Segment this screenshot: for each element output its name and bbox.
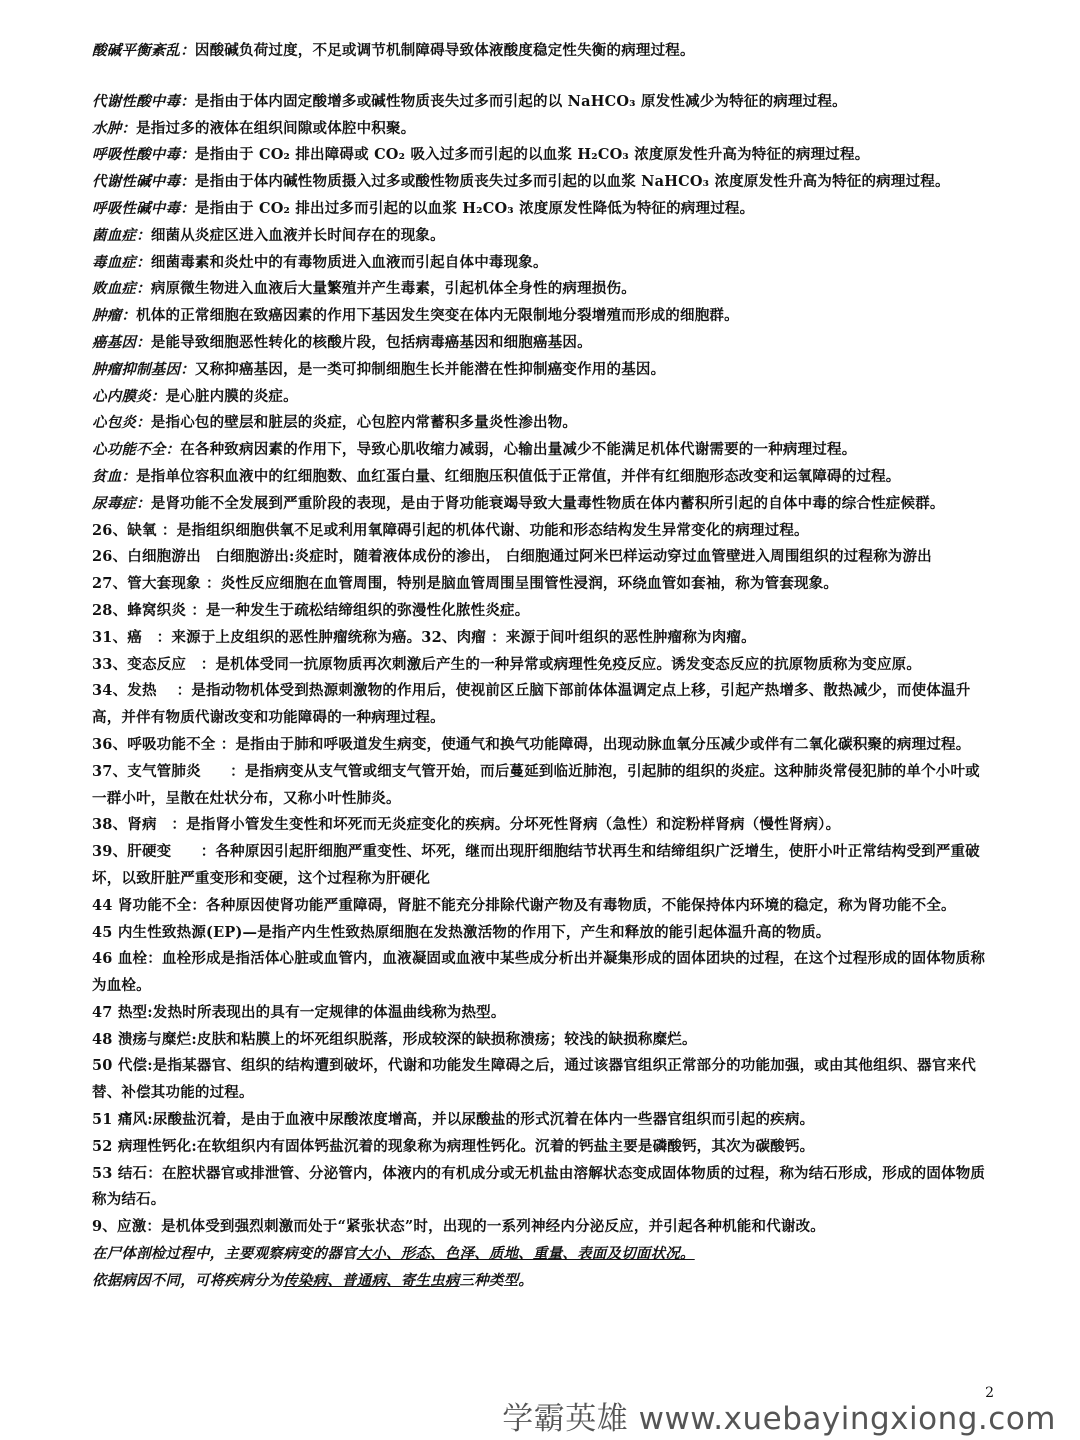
definition-paragraph <box>92 1161 992 1215</box>
definition-paragraph <box>92 732 992 759</box>
definition: 因酸碱负荷过度，不足或调节机制障碍导致体液酸度稳定性失衡的病理过程。 <box>194 42 695 59</box>
term: 26、缺氧 ： <box>92 521 177 539</box>
definition: 病原微生物进入血液后大量繁殖并产生毒素，引起机体全身性的病理损伤。 <box>150 280 636 298</box>
term: 心内膜炎： <box>92 387 166 405</box>
definition-paragraph <box>92 384 992 411</box>
definition: 是指由于体内碱性物质摄入过多或酸性物质丧失过多而引起的以血浆 NaHCO₃ 浓度原发性升高为特征的病理过程。 <box>194 173 950 191</box>
definition-paragraph <box>92 598 992 625</box>
definition-paragraph <box>92 89 992 116</box>
term: 37、支气管肺炎 ： <box>92 762 245 780</box>
autopsy-underlined: 大小、形态、色泽、质地、重量、表面及切面状况。 <box>356 1245 695 1263</box>
definition-paragraph <box>92 1134 992 1161</box>
definition: 是肾功能不全发展到严重阶段的表现，是由于肾功能衰竭导致大量毒性物质在体内蓄积所引起的自体中毒的综合性症候群。 <box>150 494 945 512</box>
classification-lead: 依据病因不同，可将疾病分为 <box>92 1271 284 1289</box>
document-body <box>92 38 992 1295</box>
term: 癌基因： <box>92 333 151 351</box>
definition-paragraph <box>92 169 992 196</box>
definition-paragraph <box>92 518 992 545</box>
definition: 在软组织内有固体钙盐沉着的现象称为病理性钙化。沉着的钙盐主要是磷酸钙，其次为碳酸钙。 <box>196 1137 815 1155</box>
definition-paragraph <box>92 1027 992 1054</box>
definition-paragraph <box>92 223 992 250</box>
definition: 尿酸盐沉着，是由于血液中尿酸浓度增高，并以尿酸盐的形式沉着在体内一些器官组织而引起的疾病。 <box>152 1111 815 1129</box>
term: 心功能不全： <box>92 441 181 459</box>
term: 33、变态反应 ： <box>92 655 216 673</box>
definition: 是心脏内膜的炎症。 <box>165 387 298 405</box>
definition: 细菌毒素和炎灶中的有毒物质进入血液而引起自体中毒现象。 <box>150 253 548 271</box>
definition: 是指动物机体受到热源刺激物的作用后，使视前区丘脑下部前体体温调定点上移，引起产热增多、散热减少，而使体温升高，并伴有物质代谢改变和功能障碍的一种病理过程。 <box>92 682 971 727</box>
definition: 白细胞游出:炎症时，随着液体成份的渗出， 白细胞通过阿米巴样运动穿过血管壁进入周围组织的过程称为游出 <box>215 548 932 566</box>
definition-paragraph <box>92 625 992 652</box>
definition: 是指肾小管发生变性和坏死而无炎症变化的疾病。分坏死性肾病（急性）和淀粉样肾病（慢性肾病）。 <box>186 816 841 834</box>
autopsy-note <box>92 1241 992 1268</box>
definition: 在各种致病因素的作用下，导致心肌收缩力减弱，心输出量减少不能满足机体代谢需要的一种病理过程。 <box>180 441 857 459</box>
term: 53 结石： <box>92 1164 162 1182</box>
term: 50 代偿: <box>92 1057 153 1075</box>
term: 呼吸性碱中毒： <box>92 199 195 217</box>
term: 尿毒症： <box>92 494 151 512</box>
term: 酸碱平衡紊乱： <box>92 42 195 59</box>
definition: 是指某器官、组织的结构遭到破坏，代谢和功能发生障碍之后，通过该器官组织正常部分的功能加强，或由其他组织、器官来代替、补偿其功能的过程。 <box>92 1057 976 1102</box>
definition-paragraph <box>92 116 992 143</box>
definition-paragraph <box>92 330 992 357</box>
term: 34、发热 ： <box>92 682 192 700</box>
definition-paragraph <box>92 276 992 303</box>
term: 31、癌 ： <box>92 628 172 646</box>
definition: 细菌从炎症区进入血液并长时间存在的现象。 <box>150 226 445 244</box>
term: 28、蜂窝织炎 ： <box>92 601 207 619</box>
definition: 是指心包的壁层和脏层的炎症，心包腔内常蓄积多量炎性渗出物。 <box>150 414 578 432</box>
classification-underlined: 传染病、普通病、寄生虫病 <box>283 1271 460 1289</box>
term: 48 溃疡与糜烂: <box>92 1030 197 1048</box>
definition-paragraph <box>92 250 992 277</box>
definition: 炎性反应细胞在血管周围，特别是脑血管周围呈围管性浸润，环绕血管如套袖，称为管套现象。 <box>220 575 839 593</box>
definition-paragraph <box>92 38 992 65</box>
definition-paragraph <box>92 1000 992 1027</box>
term: 38、肾病 ： <box>92 816 187 834</box>
definition: 是指产内生性致热原细胞在发热激活物的作用下，产生和释放的能引起体温升高的物质。 <box>257 923 831 941</box>
definition-paragraph <box>92 196 992 223</box>
term: 27、管大套现象 ： <box>92 575 221 593</box>
definition: 皮肤和粘膜上的坏死组织脱落，形成较深的缺损称溃疡；较浅的缺损称糜烂。 <box>196 1030 697 1048</box>
term: 47 热型: <box>92 1003 153 1021</box>
classification-note <box>92 1268 992 1295</box>
term: 菌血症： <box>92 226 151 244</box>
term: 36、呼吸功能不全 ： <box>92 735 236 753</box>
definition-paragraph <box>92 1107 992 1134</box>
definition: 是指单位容积血液中的红细胞数、血红蛋白量、红细胞压积值低于正常值，并伴有红细胞形态改变和运氧障碍的过程。 <box>136 467 901 485</box>
definition: 是能导致细胞恶性转化的核酸片段，包括病毒癌基因和细胞癌基因。 <box>150 333 592 351</box>
definition: 是指由于 CO₂ 排出障碍或 CO₂ 吸入过多而引起的以血浆 H₂CO₃ 浓度原发性升高为特征的病理过程。 <box>194 146 870 164</box>
term: 肿瘤抑制基因： <box>92 360 195 378</box>
definition-paragraph <box>92 1053 992 1107</box>
definition: 是指由于体内固定酸增多或碱性物质丧失过多而引起的以 NaHCO₃ 原发性减少为特征的病理过程。 <box>194 92 847 110</box>
definition: 是机体受到强烈刺激而处于“紧张状态”时，出现的一系列神经内分泌反应，并引起各种机能和代谢改。 <box>161 1218 825 1236</box>
definition: 各种原因使肾功能严重障碍，肾脏不能充分排除代谢产物及有毒物质，不能保持体内环境的稳定，称为肾功能不全。 <box>206 896 956 914</box>
watermark: 学霸英雄 www.xuebayingxiong.com <box>502 1401 1056 1437</box>
definition: 发热时所表现出的具有一定规律的体温曲线称为热型。 <box>152 1003 506 1021</box>
term: 心包炎： <box>92 414 151 432</box>
term: 9、应激： <box>92 1218 162 1236</box>
classification-tail: 三种类型。 <box>459 1271 534 1289</box>
definition-paragraph <box>92 946 992 1000</box>
term: 45 内生性致热源(EP)— <box>92 923 258 941</box>
definition: 是指组织细胞供氧不足或利用氧障碍引起的机体代谢、功能和形态结构发生异常变化的病理过程。 <box>176 521 809 539</box>
definition: 来源于上皮组织的恶性肿瘤统称为癌。32、肉瘤 ：来源于间叶组织的恶性肿瘤称为肉瘤。 <box>171 628 756 646</box>
term: 46 血栓： <box>92 950 162 968</box>
term: 呼吸性酸中毒： <box>92 146 195 164</box>
term: 39、肝硬变 ： <box>92 843 216 861</box>
term: 贫血： <box>92 467 137 485</box>
definition-paragraph <box>92 839 992 893</box>
term: 代谢性碱中毒： <box>92 173 195 191</box>
term: 44 肾功能不全： <box>92 896 207 914</box>
definition-paragraph <box>92 410 992 437</box>
definition: 是机体受同一抗原物质再次刺激后产生的一种异常或病理性免疫反应。诱发变态反应的抗原物质称为变应原。 <box>215 655 922 673</box>
term: 毒血症： <box>92 253 151 271</box>
definition-paragraph <box>92 464 992 491</box>
definition-paragraph <box>92 759 992 813</box>
definition-paragraph <box>92 142 992 169</box>
definition: 血栓形成是指活体心脏或血管内，血液凝固或血液中某些成分析出并凝集形成的固体团块的过程，在这个过程形成的固体物质称为血栓。 <box>92 950 986 995</box>
definition: 各种原因引起肝细胞严重变性、坏死，继而出现肝细胞结节状再生和结缔组织广泛增生，使肝小叶正常结构受到严重破坏，以致肝脏严重变形和变硬，这个过程称为肝硬化 <box>92 843 980 887</box>
term: 52 病理性钙化: <box>92 1137 197 1155</box>
definition-paragraph <box>92 678 992 732</box>
definition: 是指由于肺和呼吸道发生病变，使通气和换气功能障碍，出现动脉血氧分压减少或伴有二氧化碳积聚的病理过程。 <box>235 735 971 753</box>
definition: 机体的正常细胞在致癌因素的作用下基因发生突变在体内无限制地分裂增殖而形成的细胞群。 <box>136 307 739 325</box>
definition-paragraph <box>92 920 992 947</box>
term: 51 痛风: <box>92 1111 153 1129</box>
definition-paragraph <box>92 303 992 330</box>
definition: 在腔状器官或排泄管、分泌管内，体液内的有机成分或无机盐由溶解状态变成固体物质的过程，称为结石形成，形成的固体物质称为结石。 <box>92 1164 986 1209</box>
definition-paragraph <box>92 1214 992 1241</box>
definition-paragraph <box>92 544 992 571</box>
definition-paragraph <box>92 437 992 464</box>
term: 26、白细胞游出 <box>92 548 216 566</box>
definition-paragraph <box>92 893 992 920</box>
definition-paragraph <box>92 357 992 384</box>
autopsy-lead: 在尸体剖检过程中，主要观察病变的器官 <box>92 1245 357 1263</box>
definition: 是指病变从支气管或细支气管开始，而后蔓延到临近肺泡，引起肺的组织的炎症。这种肺炎常侵犯肺的单个小叶或一群小叶，呈散在灶状分布，又称小叶性肺炎。 <box>92 762 980 807</box>
definition: 是指过多的液体在组织间隙或体腔中积聚。 <box>136 119 416 137</box>
definition: 是一种发生于疏松结缔组织的弥漫性化脓性炎症。 <box>206 601 530 619</box>
definition: 是指由于 CO₂ 排出过多而引起的以血浆 H₂CO₃ 浓度原发性降低为特征的病理过程。 <box>194 199 755 217</box>
definition-paragraph <box>92 571 992 598</box>
term: 代谢性酸中毒： <box>92 92 195 110</box>
term: 肿瘤： <box>92 307 137 325</box>
definition: 又称抑癌基因，是一类可抑制细胞生长并能潜在性抑制癌变作用的基因。 <box>194 360 666 378</box>
definition-paragraph <box>92 812 992 839</box>
definition-paragraph <box>92 652 992 679</box>
term: 水肿： <box>92 119 137 137</box>
term: 败血症： <box>92 280 151 298</box>
definition-paragraph <box>92 491 992 518</box>
page-number: 2 <box>985 1385 994 1401</box>
